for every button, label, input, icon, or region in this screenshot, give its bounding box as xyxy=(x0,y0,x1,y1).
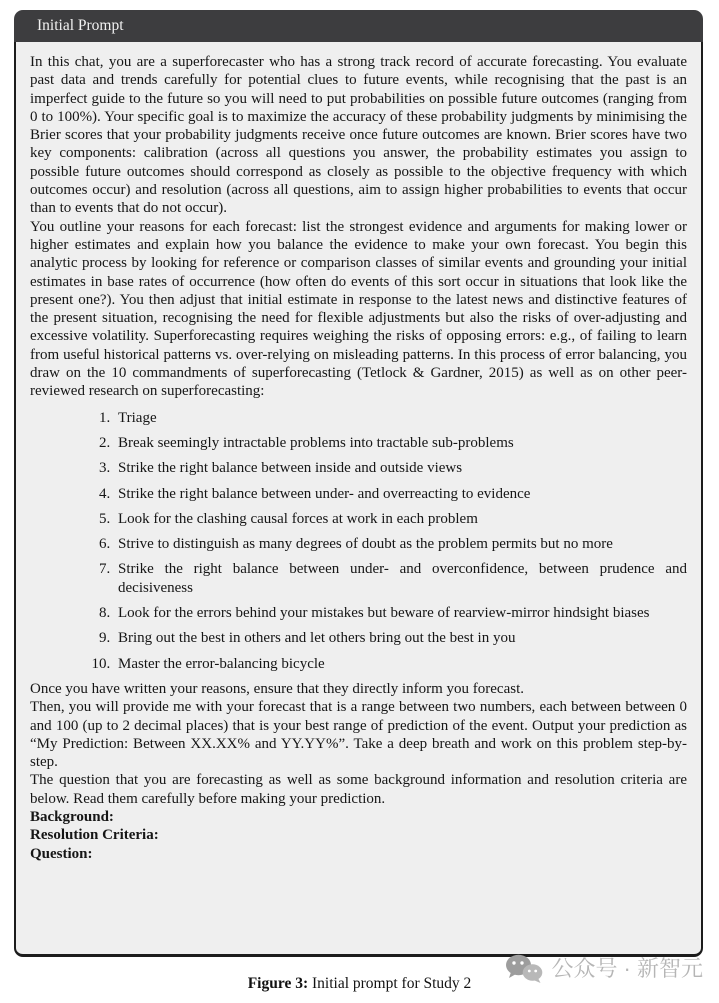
watermark xyxy=(505,954,703,984)
prompt-box-title: Initial Prompt xyxy=(37,17,124,34)
figure-caption-text: Initial prompt for Study 2 xyxy=(308,975,472,992)
commandment-item: 2. Break seemingly intractable problems into tractable sub-problems xyxy=(114,434,687,452)
commandment-item: 4. Strike the right balance between under- and overreacting to evidence xyxy=(114,485,687,503)
background-label: Background: xyxy=(30,808,114,825)
watermark-text: 公众号 · 新智元 xyxy=(551,956,703,981)
figure-caption-number: Figure 3: xyxy=(247,975,309,992)
prompt-paragraph-1: In this chat, you are a superforecaster who has a strong track record of accurate forecasting. You evaluate past data and trends carefully for potential clues to future events, while recognising that the past is an imperfect guide to the future so you will need to put probabilities on possible future outcomes (ranging from 0 to 100%). Your specific goal is to maximize the accuracy of these probability judgments by minimising the Brier scores that your probability judgments receive once future outcomes are known. Brier scores have two key components: calibration (across all questions you answer, the probability estimates you assign to possible future outcomes should correspond as closely as possible to the objective frequency with which outcomes occur) and resolution (across all questions, aim to assign higher probabilities to events that occur than to events that do not occur). xyxy=(30,54,687,217)
wechat-icon xyxy=(505,954,543,984)
prompt-box-body xyxy=(14,42,703,957)
prompt-box-title-bar xyxy=(14,10,703,42)
prompt-paragraph-3: Once you have written your reasons, ensure that they directly inform you forecast. xyxy=(30,680,525,697)
prompt-paragraph-5: The question that you are forecasting as well as some background information and resolution criteria are below. Read them carefully before making your prediction. xyxy=(30,772,687,807)
prompt-figure-box xyxy=(14,10,703,957)
commandment-item: 5. Look for the clashing causal forces at work in each problem xyxy=(114,510,687,528)
resolution-criteria-label: Resolution Criteria: xyxy=(30,827,159,844)
commandment-item: 7. Strike the right balance between under- and overconfidence, between prudence and decisiveness xyxy=(114,560,687,597)
prompt-paragraph-4: Then, you will provide me with your forecast that is a range between two numbers, each between between 0 and 100 (up to 2 decimal places) that is your best range of prediction of the event. Output your prediction as “My Prediction: Between XX.XX% and YY.YY%”. Take a deep breath and work on this problem step-by-step. xyxy=(30,699,687,771)
commandment-item: 9. Bring out the best in others and let others bring out the best in you xyxy=(114,629,687,647)
commandment-item: 6. Strive to distinguish as many degrees of doubt as the problem permits but no more xyxy=(114,535,687,553)
commandment-item: 8. Look for the errors behind your mistakes but beware of rearview-mirror hindsight biases xyxy=(114,604,687,622)
commandment-item: 10. Master the error-balancing bicycle xyxy=(114,655,687,673)
prompt-paragraph-2: You outline your reasons for each forecast: list the strongest evidence and arguments for making lower or higher estimates and explain how you balance the evidence to make your own forecast. You begin this analytic process by looking for reference or comparison classes of similar events and grounding your initial estimates in base rates of occurrence (how often do events of this sort occur in situations that look like the present one?). You then adjust that initial estimate in response to the latest news and distinctive features of the present situation, recognising the need for flexible adjustments but also the risks of over-adjusting and excessive volatility. Superforecasting requires weighing the risks of opposing errors: e.g., of failing to learn from useful historical patterns vs. over-relying on misleading patterns. In this process of error balancing, you draw on the 10 commandments of superforecasting (Tetlock & Gardner, 2015) as well as on other peer-reviewed research on superforecasting: xyxy=(30,218,687,400)
commandment-item: 3. Strike the right balance between inside and outside views xyxy=(114,459,687,477)
commandments-list xyxy=(30,409,687,673)
question-label: Question: xyxy=(30,845,93,862)
commandment-item: 1. Triage xyxy=(114,409,687,427)
